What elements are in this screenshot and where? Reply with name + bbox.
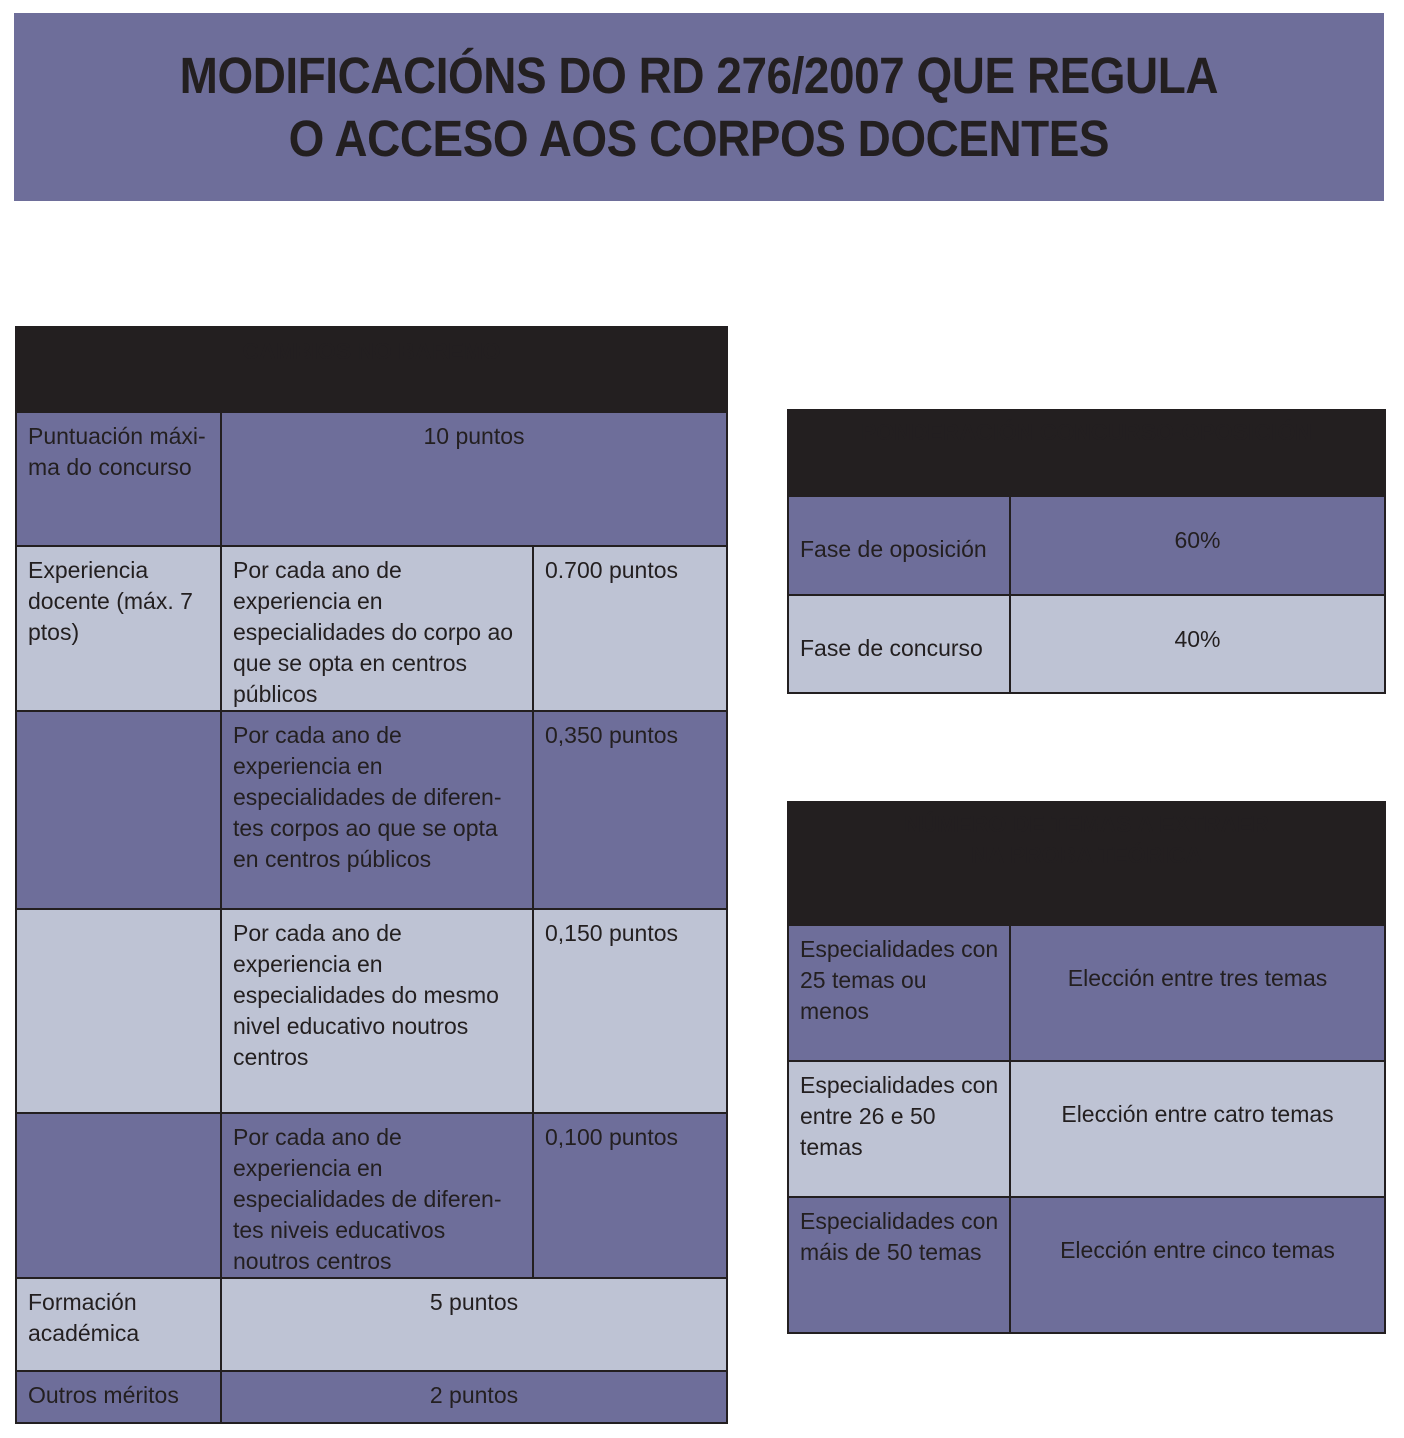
outros-value: 2 puntos bbox=[221, 1371, 727, 1423]
temas-label-2: Especialidades con entre 26 e 50 temas bbox=[788, 1061, 1010, 1197]
max-score-label: Puntuación máxima do concurso bbox=[16, 412, 221, 546]
ponderacion-row-oposicion bbox=[788, 496, 1385, 595]
experience-points-2: 0,350 puntos bbox=[533, 711, 727, 909]
oposicion-label: Fase de oposición bbox=[788, 496, 1010, 595]
baremo-row-formacion bbox=[16, 1278, 727, 1371]
temas-label-1: Especialidades con 25 temas ou menos bbox=[788, 925, 1010, 1061]
experience-points-4: 0,100 puntos bbox=[533, 1113, 727, 1278]
baremo-title: CAMBIOS NO BAREMO bbox=[16, 327, 727, 412]
title-banner bbox=[14, 13, 1384, 201]
empty-cell bbox=[16, 909, 221, 1113]
baremo-row-exp-3 bbox=[16, 909, 727, 1113]
temas-value-3: Elección entre cinco temas bbox=[1010, 1197, 1385, 1333]
temas-row-2 bbox=[788, 1061, 1385, 1197]
experience-desc-2: Por cada ano de experiencia en especialidades de diferentes corpos ao que se opta en centros públicos bbox=[221, 711, 533, 909]
baremo-row-outros bbox=[16, 1371, 727, 1423]
temas-table bbox=[787, 801, 1386, 1334]
temas-value-2: Elección entre catro temas bbox=[1010, 1061, 1385, 1197]
experience-points-1: 0.700 puntos bbox=[533, 546, 727, 711]
temas-title-line-1: NÚMERO DE TEMAS A EXTRAER bbox=[903, 811, 1270, 837]
concurso-label: Fase de concurso bbox=[788, 595, 1010, 693]
experience-desc-4: Por cada ano de experiencia en especialidades de diferentes niveis educativos noutros centros bbox=[221, 1113, 533, 1278]
title-line-1: MODIFICACIÓNS DO RD 276/2007 QUE REGULA bbox=[179, 47, 1219, 104]
ponderacion-title: PONDERACIÓN CONCURSO-OPOSICIÓN bbox=[788, 410, 1385, 496]
temas-row-3 bbox=[788, 1197, 1385, 1333]
experience-points-3: 0,150 puntos bbox=[533, 909, 727, 1113]
oposicion-value: 60% bbox=[1010, 496, 1385, 595]
empty-cell bbox=[16, 1113, 221, 1278]
empty-cell bbox=[16, 711, 221, 909]
ponderacion-row-concurso bbox=[788, 595, 1385, 693]
formacion-label: Formación académica bbox=[16, 1278, 221, 1371]
baremo-row-exp-1 bbox=[16, 546, 727, 711]
experience-desc-3: Por cada ano de experiencia en especialidades do mesmo nivel educativo noutros centros bbox=[221, 909, 533, 1113]
outros-label: Outros méritos bbox=[16, 1371, 221, 1423]
baremo-row-max bbox=[16, 412, 727, 546]
temas-title-line-2: NA PROBA TEÓRICA bbox=[971, 842, 1202, 868]
max-score-value: 10 puntos bbox=[221, 412, 727, 546]
temas-title bbox=[788, 802, 1385, 925]
baremo-row-exp-4 bbox=[16, 1113, 727, 1278]
temas-value-1: Elección entre tres temas bbox=[1010, 925, 1385, 1061]
concurso-value: 40% bbox=[1010, 595, 1385, 693]
experience-label: Experiencia docente (máx. 7 ptos) bbox=[16, 546, 221, 711]
ponderacion-table bbox=[787, 409, 1386, 694]
experience-desc-1: Por cada ano de experiencia en especialidades do corpo ao que se opta en centros públicos bbox=[221, 546, 533, 711]
temas-row-1 bbox=[788, 925, 1385, 1061]
temas-label-3: Especialidades con máis de 50 temas bbox=[788, 1197, 1010, 1333]
baremo-table bbox=[15, 326, 728, 1424]
baremo-row-exp-2 bbox=[16, 711, 727, 909]
formacion-value: 5 puntos bbox=[221, 1278, 727, 1371]
title-line-2: O ACCESO AOS CORPOS DOCENTES bbox=[288, 110, 1110, 167]
